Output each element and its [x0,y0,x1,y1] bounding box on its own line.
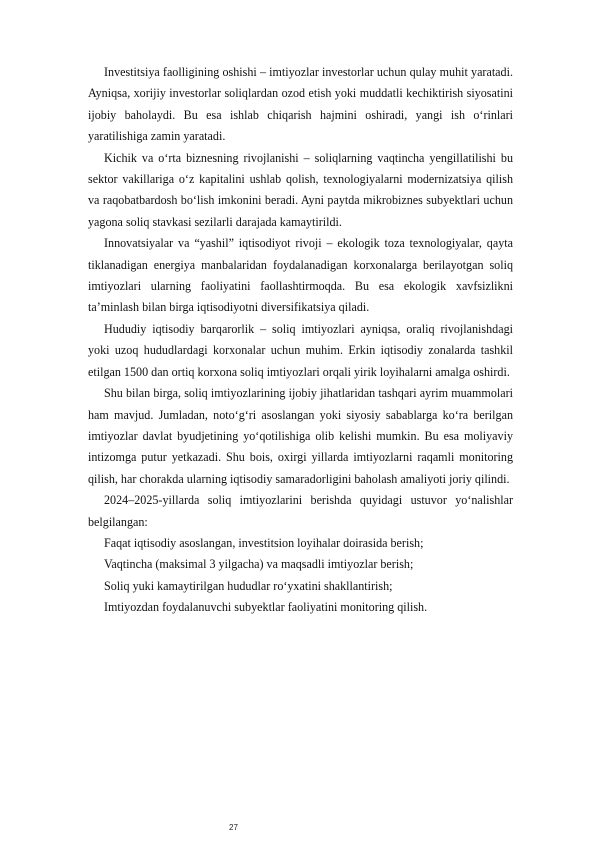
paragraph-regional-stability: Hududiy iqtisodiy barqarorlik – soliq imtiyozlari ayniqsa, oraliq rivojlanishdagi yoki uzoq hududlardagi korxonalar uchun muhim. Erkin iqtisodiy zonalarda tashkil etilgan 1500 dan ortiq korxona soliq imtiyozlari orqali yirik loyihalarni amalga oshirdi. [88,321,513,379]
list-item: Vaqtincha (maksimal 3 yilgacha) va maqsadli imtiyozlar berish; [104,557,414,572]
paragraph-problems: Shu bilan birga, soliq imtiyozlarining ijobiy jihatlaridan tashqari ayrim muammolari ham mavjud. Jumladan, noto‘g‘ri asoslangan yoki siyosiy sabablarga ko‘ra berilgan imtiyozlar davlat byudjetining yo‘qotilishiga olib kelishi mumkin. Bu esa moliyaviy intizomga putur yetkazadi. Shu bois, oxirgi yillarda imtiyozlarni raqamli monitoring qilish, har chorakda ularning iqtisodiy samaradorligini baholash amaliyoti joriy qilindi. [88,386,513,486]
paragraph-green-economy: Innovatsiyalar va “yashil” iqtisodiyot rivoji – ekologik toza texnologiyalar, qayta tiklanadigan energiya manbalaridan foydalanadigan korxonalarga berilayotgan soliq imtiyozlari ularning faoliyatini faollashtirmoqda. Bu esa ekologik xavfsizlikni ta’minlash bilan birga iqtisodiyotni diversifikatsiya qiladi. [88,236,513,315]
document-page [88,62,513,619]
list-item: Soliq yuki kamaytirilgan hududlar ro‘yxatini shakllantirish; [104,578,393,593]
paragraph-small-business: Kichik va o‘rta biznesning rivojlanishi – soliqlarning vaqtincha yengillatilishi bu sektor vakillariga o‘z kapitalini ushlab qolish, texnologiyalarni modernizatsiya qilish va raqobatbardosh bo‘lish imkonini beradi. Ayni paytda mikrobiznes subyektlari uchun yagona soliq stavkasi sezilarli darajada kamaytirildi. [88,150,513,229]
paragraph-investment-activity: Investitsiya faolligining oshishi – imtiyozlar investorlar uchun qulay muhit yaratadi. Ayniqsa, xorijiy investorlar soliqlardan ozod etish yoki muddatli kechiktirish siyosatini ijobiy baholaydi. Bu esa ishlab chiqarish hajmini oshiradi, yangi ish o‘rinlari yaratilishiga zamin yaratadi. [88,65,513,144]
priority-list [88,533,513,619]
list-item: Imtiyozdan foydalanuvchi subyektlar faoliyatini monitoring qilish. [104,600,428,615]
page-number: 27 [229,823,238,832]
paragraph-priorities-intro: 2024–2025-yillarda soliq imtiyozlarini berishda quyidagi ustuvor yo‘nalishlar belgilangan: [88,493,513,529]
list-item: Faqat iqtisodiy asoslangan, investitsion loyihalar doirasida berish; [104,535,424,550]
